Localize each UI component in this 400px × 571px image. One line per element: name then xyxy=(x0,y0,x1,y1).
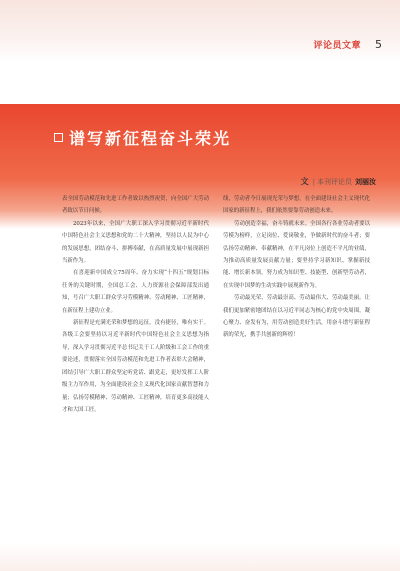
byline xyxy=(301,176,376,187)
section-label: 评论员文章 xyxy=(313,41,361,51)
right-column xyxy=(223,193,370,416)
byline-author: 刘丽汝 xyxy=(355,178,376,186)
bottom-band xyxy=(0,543,400,571)
top-band xyxy=(0,0,400,62)
title-row xyxy=(54,126,231,149)
byline-separator: | xyxy=(312,178,315,186)
left-column xyxy=(62,193,209,416)
paragraph: 在喜迎新中国成立75周年、奋力实现“十四五”规划目标任务的关键时期，全国总工会、人力资源社会保障部发出通知，号召广大职工群众学习劳模精神、劳动精神、工匠精神，在新征程上建功立业。 xyxy=(62,270,209,314)
paragraph: 2023年以来，全国广大职工深入学习贯彻习近平新时代中国特色社会主义思想和党的二十大精神，坚持以人民为中心的发展思想，团结奋斗、拼搏奉献，在高质量发展中展现新担当新作为。 xyxy=(62,220,209,265)
paragraph: 劳动创造幸福，奋斗铸就未来。全国各行各业劳动者要以劳模为榜样，立足岗位、爱岗敬业，争做新时代的奋斗者；要弘扬劳动精神、奉献精神，在平凡岗位上创造不平凡的业绩，为推动高质量发展贡献力量；要坚持学习新知识、掌握新技能、增长新本领，努力成为知识型、技能型、创新型劳动者，在实现中国梦的生动实践中展现新作为。 xyxy=(223,220,370,289)
paragraph: 线，劳动者今日展现光荣与梦想。在全面建设社会主义现代化国家的新征程上，我们依然要靠劳动创造未来。 xyxy=(223,196,370,215)
byline-role: 本刊评论员 xyxy=(317,178,352,186)
title-mark-icon xyxy=(54,133,63,142)
byline-prefix: 文 xyxy=(300,177,309,186)
page-number: 5 xyxy=(375,38,382,51)
page-header xyxy=(313,38,382,51)
article-title: 谱写新征程奋斗荣光 xyxy=(69,129,232,148)
paragraph: 新征程是充满光荣和梦想的远征，没有捷径，唯有实干。各级工会要坚持以习近平新时代中国特色社会主义思想为指导，深入学习贯彻习近平总书记关于工人阶级和工会工作的重要论述，贯彻落实全国劳动模范和先进工作者表彰大会精神，团结引导广大职工群众坚定听党话、跟党走，更好发挥工人阶级主力军作用，为全面建设社会主义现代化国家贡献智慧和力量；弘扬劳模精神、劳动精神、工匠精神，培育更多高技能人才和大国工匠。 xyxy=(62,320,209,413)
paragraph: 表全国劳动模范和先进工作者致以热烈祝贺，向全国广大劳动者致以节日问候。 xyxy=(62,196,209,215)
paragraph: 劳动最光荣、劳动最崇高、劳动最伟大、劳动最美丽。让我们更加紧密地团结在以习近平同志为核心的党中央周围，凝心聚力、奋发有为，用劳动创造美好生活，用奋斗谱写新征程新的荣光，携手共创新的辉煌！ xyxy=(223,295,370,339)
article-body xyxy=(62,193,370,416)
